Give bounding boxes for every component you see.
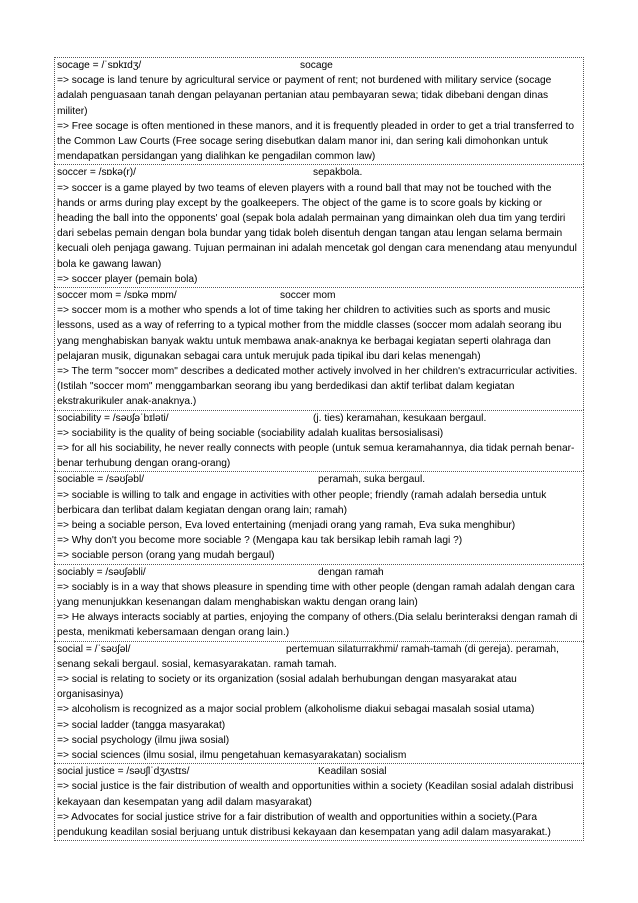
entry-term: soccer mom = /sɒkə mɒm/: [57, 290, 177, 302]
entry-translation: dengan ramah: [318, 566, 384, 578]
entry-head: [57, 764, 581, 779]
entry-term: sociably = /səʊʃəbli/: [57, 566, 146, 578]
entry-line: => Advocates for social justice strive for a fair distribution of wealth and opportunities within a society.(Para pendukung keadilan sosial berjuang untuk distribusi kekayaan dan kesempatan yang adil dalam masyarakat.): [57, 811, 551, 839]
entry-head: [57, 472, 581, 487]
entry-line: => for all his sociability, he never really connects with people (untuk semua keramahannya, dia tidak pernah benar-benar terhubung dengan orang-orang): [57, 443, 575, 470]
entry-translation: sepakbola.: [313, 167, 363, 179]
entry-line: => sociably is in a way that shows pleasure in spending time with other people (dengan ramah adalah dengan cara yang menunjukkan kesenangan dalam menghabiskan waktu dengan orang lain): [57, 581, 575, 609]
entry-line: => Why don't you become more sociable ? (Mengapa kau tak bersikap lebih ramah lagi ?): [57, 535, 463, 547]
entry-head: [57, 411, 581, 426]
entry-head: [57, 58, 581, 73]
entry-term: socage = /ˈsɒkɪdʒ/: [57, 60, 142, 71]
entry-line: => socage is land tenure by agricultural service or payment of rent; not burdened with military service (socage adalah penguasaan tanah dengan pelayanan pertanian atau pembayaran sewa; tidak dibebani dengan dinas militer): [57, 75, 552, 117]
entry-translation: (j. ties) keramahan, kesukaan bergaul.: [313, 412, 487, 424]
entry-term: social = /ˈsəʊʃəl/: [57, 643, 131, 655]
entry-sociably: [54, 564, 584, 641]
entry-translation: pertemuan silaturrakhmi/ ramah-tamah (di gereja). peramah,: [286, 643, 559, 655]
entry-line: => Free socage is often mentioned in these manors, and it is frequently pleaded in order to get a trial transferred to the Common Law Courts (Free socage sering disebutkan dalam manor ini, dan sering kali dimohonkan untuk mendapatkan persidangan yang dialihkan ke pengadilan common law): [57, 120, 575, 163]
entry-translation: socage: [300, 60, 333, 71]
entry-line: => sociability is the quality of being sociable (sociability adalah kualitas bersosialisasi): [57, 427, 444, 439]
entry-head: [57, 565, 581, 580]
entry-term: soccer = /sɒkə(r)/: [57, 167, 136, 179]
entry-translation: soccer mom: [280, 290, 336, 302]
entry-line: => sociable person (orang yang mudah bergaul): [57, 550, 275, 562]
entry-translation: peramah, suka bergaul.: [318, 474, 426, 486]
entry-line: => soccer is a game played by two teams of eleven players with a round ball that may not be touched with the hands or arms during play except by the goalkeepers. The object of the game is to score goals by kicking or heading the ball into the opponents' goal (sepak bola adalah permainan yang dimainkan oleh dua tim yang terdiri dari sebelas pemain dengan bola bundar yang tidak boleh disentuh dengan tangan atau lengan selama bermain kecuali oleh penjaga gawang. Tujuan permainan ini adalah mencetak gol dengan cara menendang atau menyundul bola ke gawang lawan): [57, 182, 577, 270]
entry-line: => social sciences (ilmu sosial, ilmu pengetahuan kemasyarakatan) socialism: [57, 750, 407, 762]
entry-line: => He always interacts sociably at parties, enjoying the company of others.(Dia selalu berinteraksi dengan ramah di pesta, menikmati kebersamaan dengan orang lain.): [57, 612, 578, 639]
entry-line: => being a sociable person, Eva loved entertaining (menjadi orang yang ramah, Eva suka menghibur): [57, 520, 516, 532]
entry-line: => social is relating to society or its organization (sosial adalah berhubungan dengan masyarakat atau organisasinya): [57, 674, 517, 701]
entry-line: => soccer mom is a mother who spends a lot of time taking her children to activities such as sports and music lessons, used as a way of referring to a typical mother from the middle classes (soccer mom adalah seorang ibu yang menghabiskan banyak waktu untuk membawa anak-anaknya ke berbagai kegiatan seperti olahraga dan pelajaran musik, digunakan sebagai cara untuk merujuk pada tipikal ibu dari kelas menengah): [57, 305, 562, 362]
dictionary-page: [54, 57, 584, 841]
entry-head: [57, 165, 581, 180]
entry-term: sociability = /səʊʃəˈbɪləti/: [57, 412, 169, 424]
entry-term: social justice = /səʊʃlˈdʒʌstɪs/: [57, 766, 190, 778]
entry-term: sociable = /səʊʃəbl/: [57, 474, 145, 486]
entry-line: => sociable is willing to talk and engage in activities with other people; friendly (ramah adalah bersedia untuk berbicara dan terlibat dalam kegiatan dengan orang lain; ramah): [57, 489, 547, 516]
entry-soccer: [54, 164, 584, 287]
entry-social-justice: [54, 763, 584, 841]
entry-line: => social ladder (tangga masyarakat): [57, 719, 226, 731]
entry-line: => social psychology (ilmu jiwa sosial): [57, 734, 230, 746]
entry-line: => soccer player (pemain bola): [57, 273, 198, 285]
entry-line: => The term "soccer mom" describes a dedicated mother actively involved in her children's extracurricular activities.(Istilah "soccer mom" menggambarkan seorang ibu yang berdedikasi dan aktif terlibat dalam kegiatan ekstrakurikuler anak-anaknya.): [57, 366, 578, 408]
entry-line: => alcoholism is recognized as a major social problem (alkoholisme diakui sebagai masalah sosial utama): [57, 704, 535, 716]
entry-line: => social justice is the fair distribution of wealth and opportunities within a society (Keadilan sosial adalah distribusi kekayaan dan kesempatan yang adil dalam masyarakat): [57, 781, 574, 808]
entry-socage: [54, 57, 584, 164]
entry-translation-continued: senang sekali bergaul. sosial, kemasyarakatan. ramah tamah.: [57, 658, 337, 670]
entry-sociability: [54, 410, 584, 472]
entry-soccer-mom: [54, 287, 584, 410]
entry-sociable: [54, 471, 584, 563]
entry-head: [57, 288, 581, 303]
entry-translation: Keadilan sosial: [318, 766, 387, 778]
entry-social: [54, 641, 584, 764]
entry-head: [57, 642, 581, 657]
